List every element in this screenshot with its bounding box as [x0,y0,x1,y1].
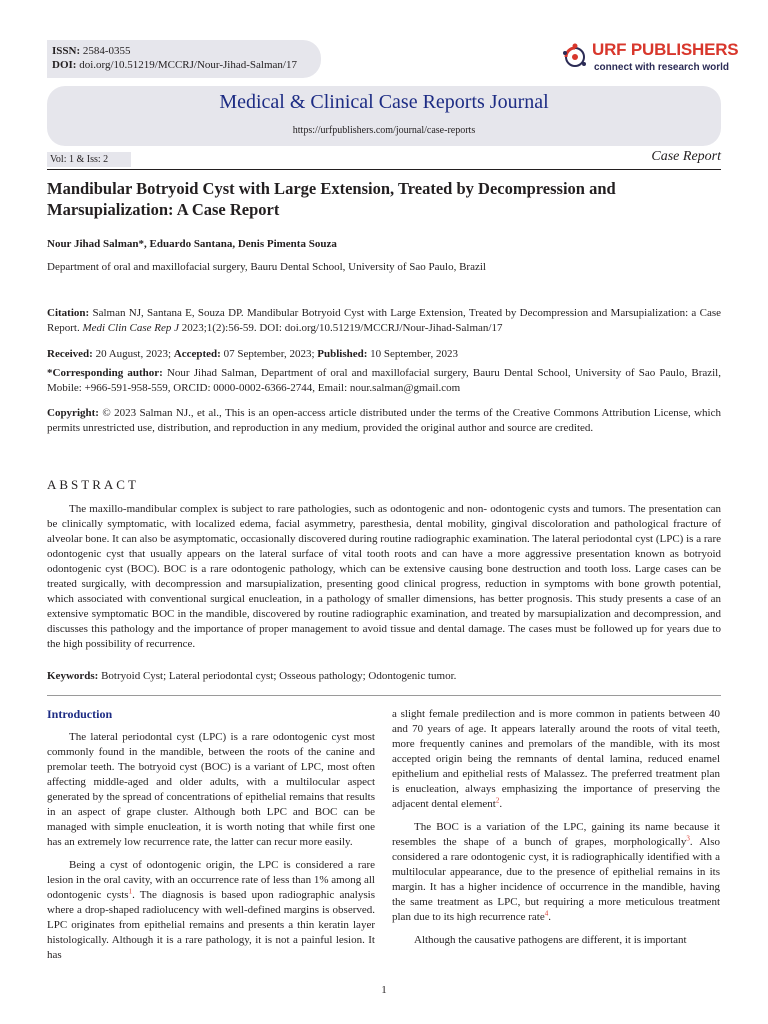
affiliation: Department of oral and maxillofacial surgery, Bauru Dental School, University of Sao Paulo, Brazil [47,261,486,273]
citation-ref[interactable]: 4 [544,909,549,918]
volume-issue: Vol: 1 & Iss: 2 [47,152,131,167]
paragraph: Although the causative pathogens are different, it is important [414,934,687,946]
article-title: Mandibular Botryoid Cyst with Large Extension, Treated by Decompression and Marsupialization: A Case Report [47,179,616,219]
citation-ref[interactable]: 3 [686,834,690,843]
abstract-heading: ABSTRACT [47,477,139,492]
publisher-name: URF PUBLISHERS [592,40,739,59]
citation-ref[interactable]: 2 [495,796,500,805]
corresponding-author: *Corresponding author: Nour Jihad Salman, Department of oral and maxillofacial surgery, Bauru Dental School, University of Sao Paulo, Brazil, Mobile: +966-591-958-559, ORCID: 0000-0002-6366-2744, Email: nour.salman@gmail.com [47,367,721,394]
publisher-tagline: connect with research world [594,62,730,73]
paragraph: a slight female predilection and is more common in patients between 40 and 70 years of age. It appears laterally around the roots of vital teeth, more frequently canines and premolars of the mandible, with its most accepted origin being the remnants of dental lamina, reduced enamel epithelium and epithelial rests of Malassez. The preferred treatment plan is enucleation, always emphasizing the importance of preserving the adjacent dental element$^2$. [392,708,720,810]
publisher-logo[interactable] [560,40,739,80]
copyright: Copyright: © 2023 Salman NJ., et al., This is an open-access article distributed under the terms of the Creative Commons Attribution License, which permits unrestricted use, distribution, and reproduction in any medium, provided the original author and source are credited. [47,407,721,434]
citation: Citation: Salman NJ, Santana E, Souza DP. Mandibular Botryoid Cyst with Large Extension, Treated by Decompression and Marsupialization: a Case Report. Medi Clin Case Rep J 2023;1(2):56-59. DOI: doi.org/10.51219/MCCRJ/Nour-Jihad-Salman/17 [47,307,721,334]
paragraph: The BOC is a variation of the LPC, gaining its name because it resembles the shape of a bunch of grapes, morphologically$^3$. Also considered a rare odontogenic cyst, it is radiographically identified with a multilocular appearance, due to the presence of epithelial remains in its margin. It has a higher incidence of occurrence in the mandible, having the same treatment as LPC, but requiring a more meticulous treatment plan due to its high recurrence rate$^4$. [392,821,720,923]
abstract-text: The maxillo-mandibular complex is subject to rare pathologies, such as odontogenic and non- odontogenic cysts and tumors. The presentation can be clinically symptomatic, with localized edema, facial asymmetry, paresthesia, dental mobility, gingival discoloration and pathological fracture of alveolar bone. It can also be asymptomatic, occasionally discovered during routine radiographic examination. The lateral periodontal cyst (LPC) is a rare odontogenic cyst that usually appears on the lateral surface of vital tooth roots and can have a more aggressive presentation known as botryoid odontogenic cyst (BOC). BOC is a rare odontogenic pathology, which can be extensive causing bone destruction and tooth loss. Large cases can be treated surgically, with decompression and marsupialization, presenting good clinical progress, reduction in symptoms with bone growth potential, which associated with conventional surgical enucleation, in a pathology of smaller dimensions, has better prognosis. This study presents a case of an extensive symptomatic BOC in the mandible, discovered by routine radiographic examination, and treated by marsupialization and decompression, and discusses this pathology and the importance of proper management to avoid tissue and dental damage. The cases must be followed up for years due to the high possibility of recurrence. [47,503,721,650]
header-divider [47,169,721,170]
authors: Nour Jihad Salman*, Eduardo Santana, Denis Pimenta Souza [47,238,337,250]
introduction-heading: Introduction [47,707,113,721]
citation-ref[interactable]: 1 [128,887,133,896]
dates: Received: 20 August, 2023; Accepted: 07 September, 2023; Published: 10 September, 2023 [47,348,458,360]
journal-title: Medical & Clinical Case Reports Journal [219,91,549,113]
doi[interactable]: DOI: doi.org/10.51219/MCCRJ/Nour-Jihad-Salman/17 [52,59,297,71]
right-column [392,707,720,948]
page-number: 1 [381,984,387,996]
paragraph: The lateral periodontal cyst (LPC) is a rare odontogenic cyst most commonly found in the mandible, between the roots of the canine and premolar teeth. The botryoid cyst (BOC) is a variant of LPC, most often affecting middle-aged and older adults, with a multilocular aspect generated by the spread of concentrations of epithelial remains that results in an aspect of grape cluster. Although both LPC and BOC can be managed with simple enucleation, it is worth noting that while first one has an extremely low recurrence rate, the latter can recur more easily. [47,731,375,848]
article-type: Case Report [651,149,721,164]
journal-url[interactable]: https://urfpublishers.com/journal/case-reports [292,125,476,136]
abstract-divider [47,695,721,696]
keywords: Keywords: Botryoid Cyst; Lateral periodontal cyst; Osseous pathology; Odontogenic tumor. [47,670,457,682]
publisher-globe-icon [560,42,590,72]
left-column [47,707,375,963]
issn: ISSN: 2584-0355 [52,45,131,57]
paragraph: Being a cyst of odontogenic origin, the LPC is considered a rare lesion in the oral cavity, with an occurrence rate of less than 1% among all odontogenic cysts$^1$. The diagnosis is based upon radiographic analysis where a drop-shaped radiolucency with well-defined margins is observed. LPC originates from epithelial remains and presents a thin keratin layer histologically. Although it is a rare pathology, it is not a painful lesion. It has [47,859,375,961]
